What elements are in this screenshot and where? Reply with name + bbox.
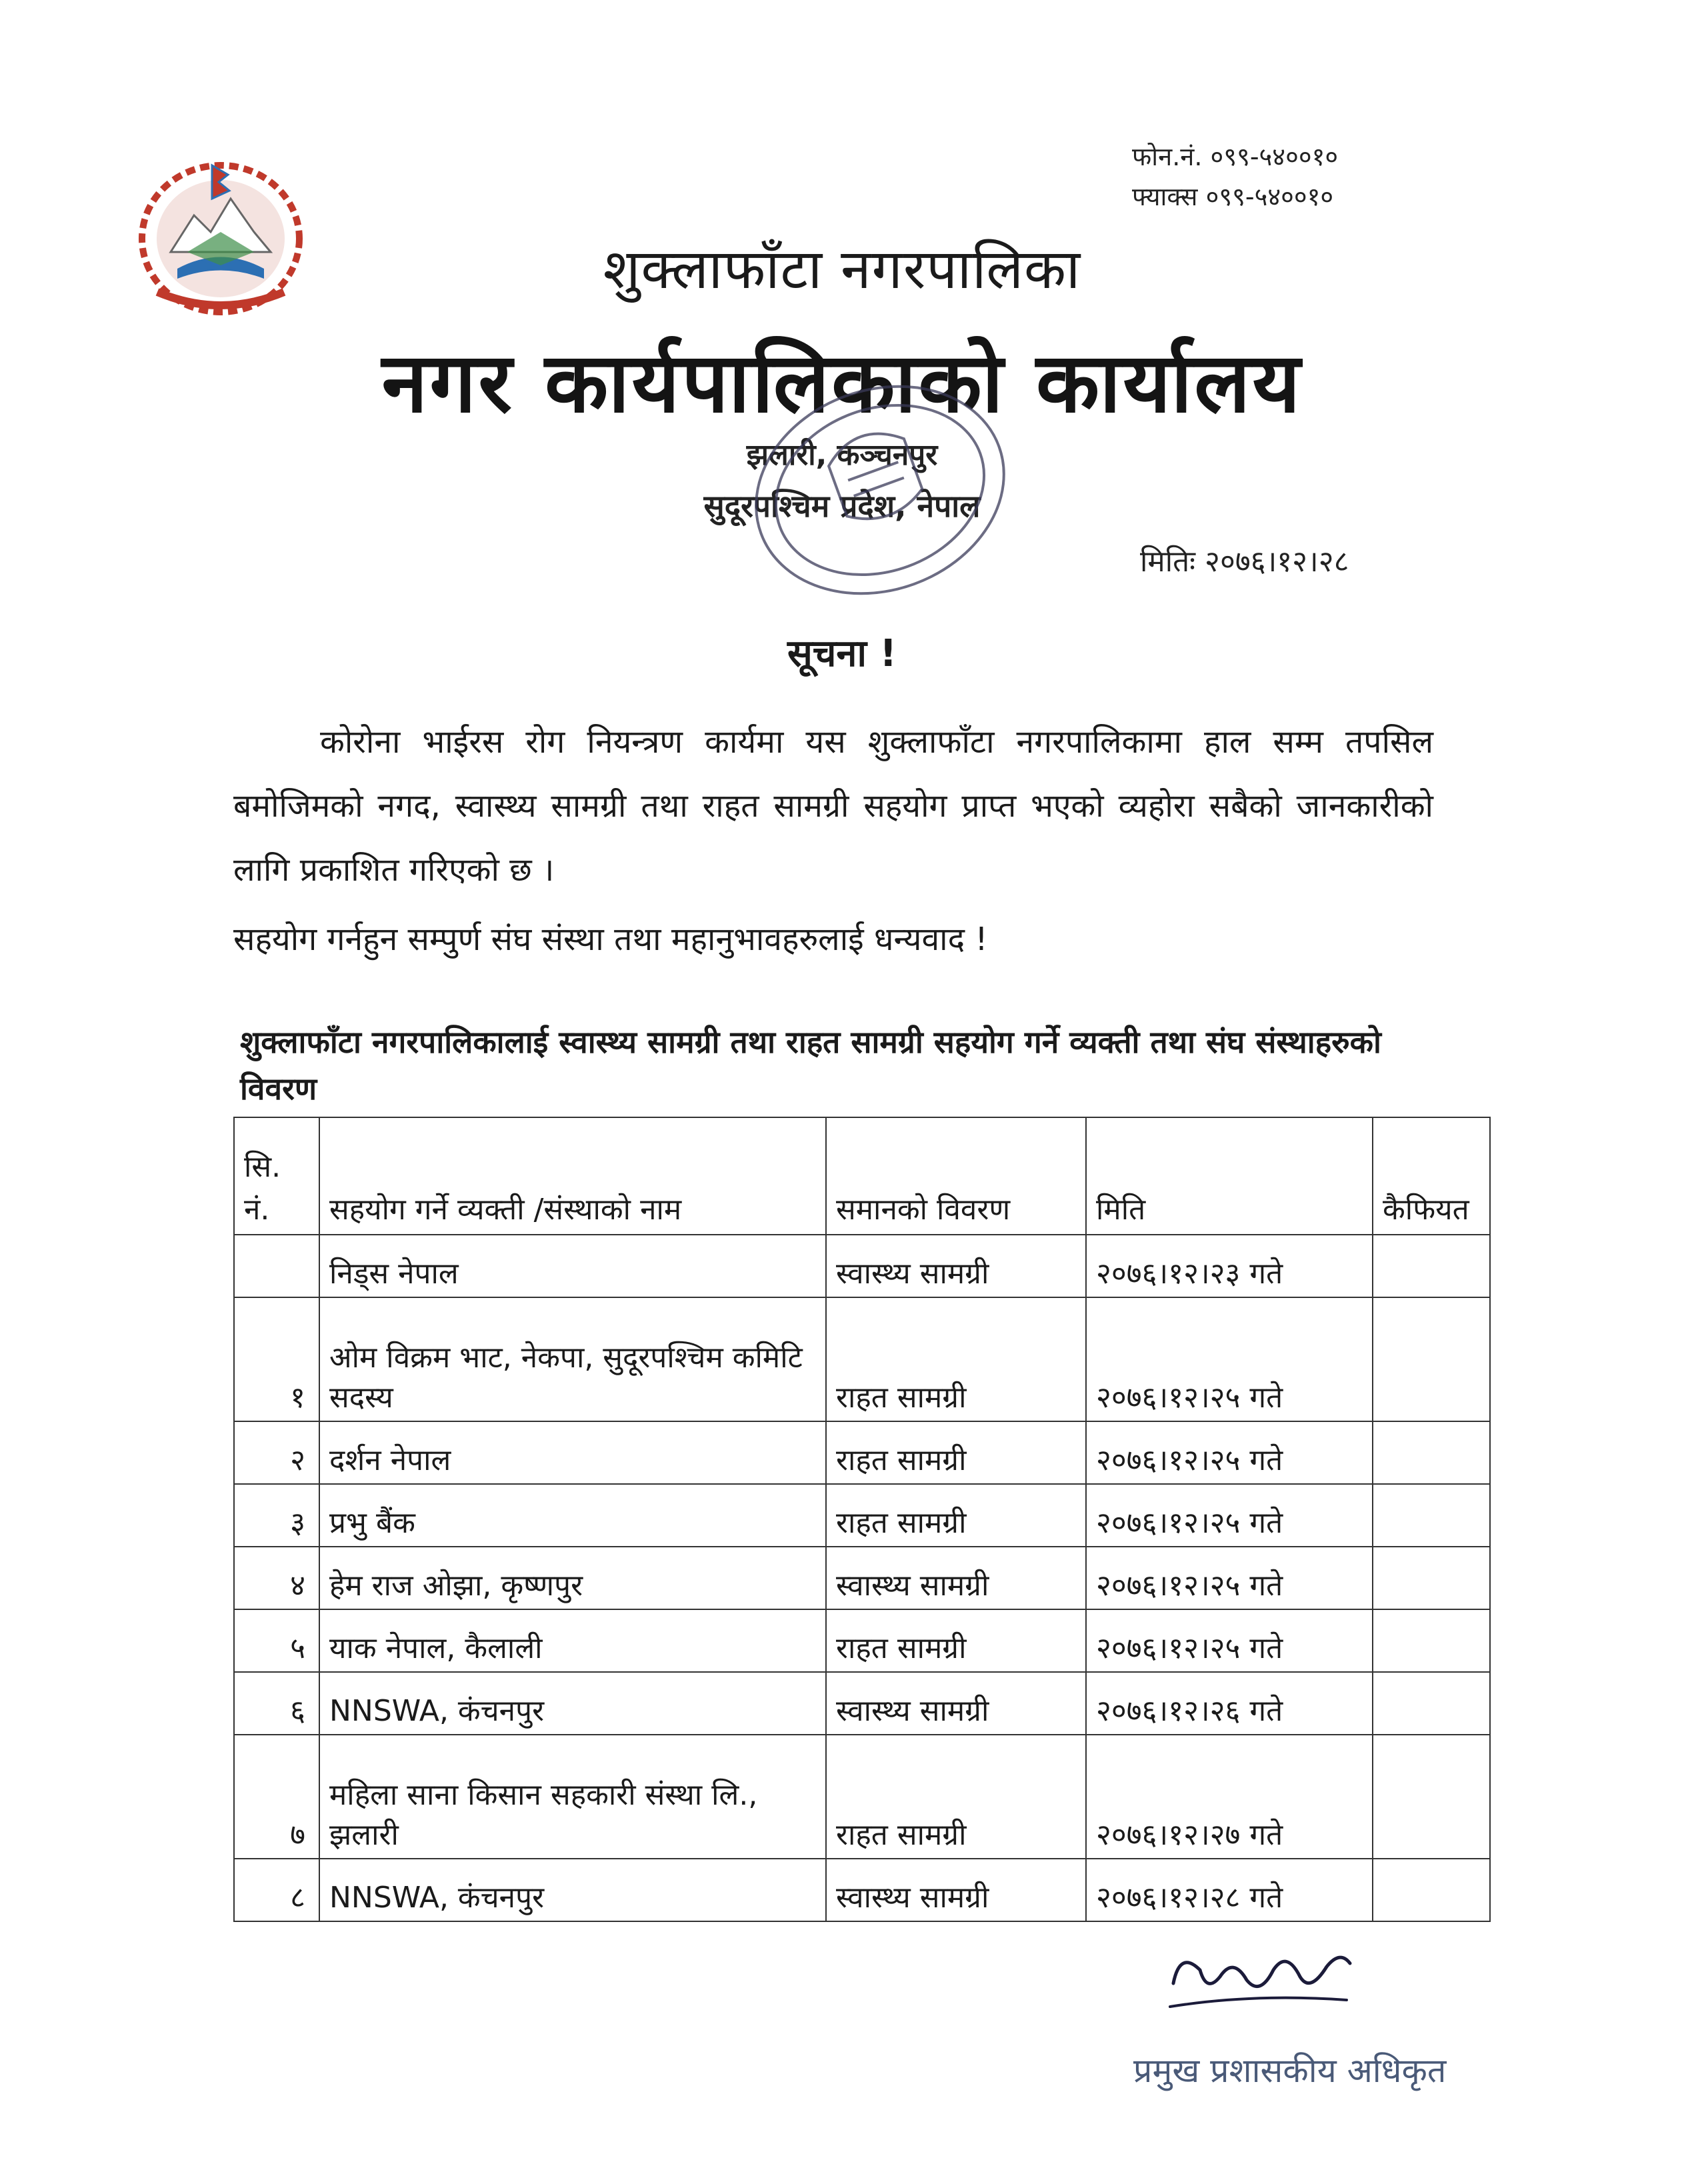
contact-info [1132, 137, 1338, 217]
cell-items: राहत सामग्री [826, 1735, 1086, 1859]
cell-items: स्वास्थ्य सामग्री [826, 1235, 1086, 1297]
cell-items: स्वास्थ्य सामग्री [826, 1859, 1086, 1921]
cell-name: याक नेपाल, कैलाली [319, 1609, 826, 1672]
cell-remarks [1373, 1672, 1490, 1735]
table-header-row [234, 1117, 1490, 1235]
cell-date: २०७६।१२।२५ गते [1086, 1297, 1373, 1421]
cell-sn: ५ [234, 1609, 319, 1672]
cell-remarks [1373, 1547, 1490, 1609]
cell-sn: ७ [234, 1735, 319, 1859]
header-name: सहयोग गर्ने व्यक्ती /संस्थाको नाम [319, 1117, 826, 1235]
cell-date: २०७६।१२।२५ गते [1086, 1484, 1373, 1547]
cell-items: राहत सामग्री [826, 1484, 1086, 1547]
notice-title: सूचना ! [787, 632, 897, 675]
cell-name: महिला साना किसान सहकारी संस्था लि., झलारी [319, 1735, 826, 1859]
table-row [234, 1547, 1490, 1609]
office-title: नगर कार्यपालिकाको कार्यालय [381, 335, 1303, 431]
phone-number: फोन.नं. ०९९-५४००१० [1132, 142, 1339, 171]
cell-date: २०७६।१२।२३ गते [1086, 1235, 1373, 1297]
cell-sn: ४ [234, 1547, 319, 1609]
signature-icon [1160, 1930, 1360, 2017]
cell-remarks [1373, 1609, 1490, 1672]
cell-sn: २ [234, 1421, 319, 1484]
cell-remarks [1373, 1421, 1490, 1484]
address-line-2: सुदूरपश्चिम प्रदेश, नेपाल [703, 488, 981, 524]
header-items: समानको विवरण [826, 1117, 1086, 1235]
table-row [234, 1235, 1490, 1297]
thanks-line: सहयोग गर्नहुन सम्पुर्ण संघ संस्था तथा महानुभावहरुलाई धन्यवाद ! [233, 921, 988, 958]
cell-remarks [1373, 1297, 1490, 1421]
cell-name: निड्स नेपाल [319, 1235, 826, 1297]
cell-sn: ३ [234, 1484, 319, 1547]
cell-name: ओम विक्रम भाट, नेकपा, सुदूरपश्चिम कमिटि सदस्य [319, 1297, 826, 1421]
cell-sn: ८ [234, 1859, 319, 1921]
header-remarks: कैफियत [1373, 1117, 1490, 1235]
cell-items: राहत सामग्री [826, 1297, 1086, 1421]
cell-items: राहत सामग्री [826, 1609, 1086, 1672]
table-row [234, 1297, 1490, 1421]
cell-items: राहत सामग्री [826, 1421, 1086, 1484]
header-date: मिति [1086, 1117, 1373, 1235]
table-row [234, 1735, 1490, 1859]
cell-remarks [1373, 1235, 1490, 1297]
notice-body: कोरोना भाईरस रोग नियन्त्रण कार्यमा यस शुक्लाफाँटा नगरपालिकामा हाल सम्म तपसिल बमोजिमको नगद, स्वास्थ्य सामग्री तथा राहत सामग्री सहयोग प्राप्त भएको व्यहोरा सबैको जानकारीको लागि प्रकाशित गरिएको छ । [233, 723, 1433, 889]
cell-date: २०७६।१२।२५ गते [1086, 1609, 1373, 1672]
signatory-title: प्रमुख प्रशासकीय अधिकृत [1133, 2051, 1447, 2090]
cell-sn [234, 1235, 319, 1297]
cell-remarks [1373, 1484, 1490, 1547]
cell-date: २०७६।१२।२६ गते [1086, 1672, 1373, 1735]
table-row [234, 1421, 1490, 1484]
cell-sn: १ [234, 1297, 319, 1421]
cell-sn: ६ [234, 1672, 319, 1735]
cell-items: स्वास्थ्य सामग्री [826, 1547, 1086, 1609]
cell-name: प्रभु बैंक [319, 1484, 826, 1547]
letter-date: मितिः २०७६।१२।२८ [1140, 545, 1349, 579]
cell-name: दर्शन नेपाल [319, 1421, 826, 1484]
cell-date: २०७६।१२।२८ गते [1086, 1859, 1373, 1921]
table-caption: शुक्लाफाँटा नगरपालिकालाई स्वास्थ्य सामग्री तथा राहत सामग्री सहयोग गर्ने व्यक्ती तथा संघ संस्थाहरुको विवरण [240, 1024, 1381, 1107]
address-line-1: झलारी, कञ्चनपुर [746, 438, 938, 472]
header-sn: सि. नं. [234, 1117, 319, 1235]
donor-table [233, 1117, 1491, 1922]
cell-name: हेम राज ओझा, कृष्णपुर [319, 1547, 826, 1609]
municipality-name: शुक्लाफाँटा नगरपालिका [603, 238, 1081, 301]
cell-remarks [1373, 1735, 1490, 1859]
fax-number: फ्याक्स ०९९-५४००१० [1132, 182, 1334, 211]
cell-name: NNSWA, कंचनपुर [319, 1859, 826, 1921]
cell-items: स्वास्थ्य सामग्री [826, 1672, 1086, 1735]
table-row [234, 1672, 1490, 1735]
table-row [234, 1484, 1490, 1547]
table-row [234, 1609, 1490, 1672]
cell-remarks [1373, 1859, 1490, 1921]
cell-date: २०७६।१२।२५ गते [1086, 1547, 1373, 1609]
cell-date: २०७६।१२।२७ गते [1086, 1735, 1373, 1859]
table-row [234, 1859, 1490, 1921]
cell-date: २०७६।१२।२५ गते [1086, 1421, 1373, 1484]
cell-name: NNSWA, कंचनपुर [319, 1672, 826, 1735]
office-stamp-icon [740, 370, 1020, 610]
